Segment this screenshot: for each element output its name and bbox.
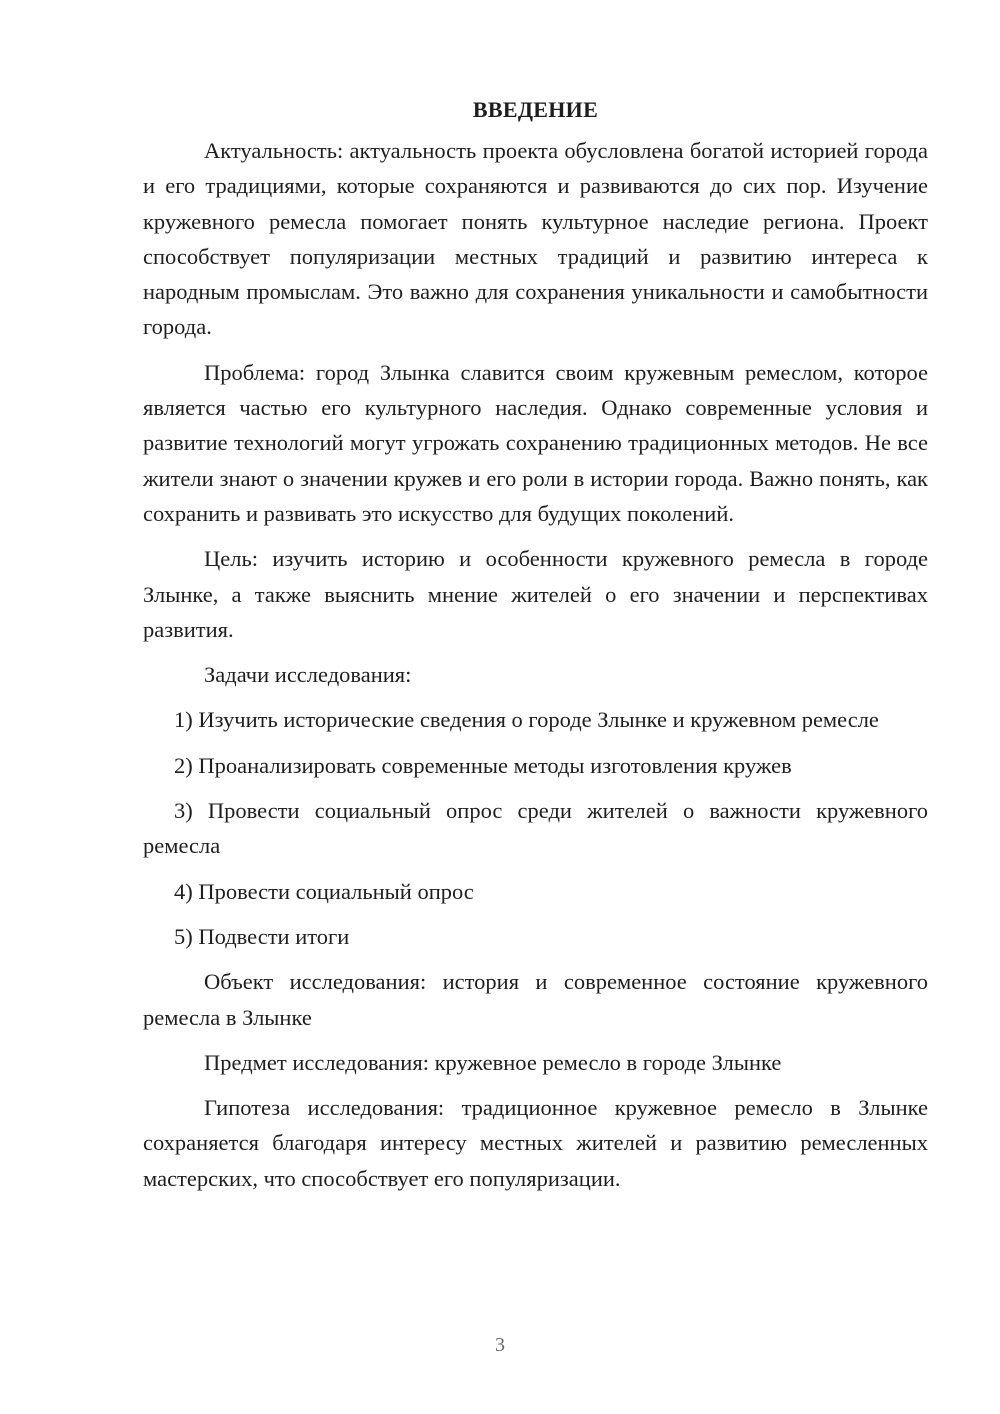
relevance-paragraph: Актуальность: актуальность проекта обусловлена богатой историей города и его традициями, которые сохраняются и развиваются до сих пор. Изучение кружевного ремесла помогает понять культурное наследие региона. Проект способствует популяризации местных традиций и развитию интереса к народным промыслам. Это важно для сохранения уникальности и самобытности города.: [143, 138, 928, 340]
subject-paragraph: Предмет исследования: кружевное ремесло в городе Злынке: [204, 1049, 782, 1075]
task-item-1: 1) Изучить исторические сведения о городе Злынке и кружевном ремесле: [174, 707, 879, 733]
page-number: 3: [495, 1334, 505, 1356]
page-title: ВВЕДЕНИЕ: [472, 97, 599, 122]
task-item-5: 5) Подвести итоги: [174, 923, 350, 949]
task-item-3: 3) Провести социальный опрос среди жителей о важности кружевного ремесла: [143, 798, 928, 859]
goal-paragraph: Цель: изучить историю и особенности кружевного ремесла в городе Злынке, а также выяснить мнение жителей о его значении и перспективах развития.: [143, 546, 928, 642]
hypothesis-paragraph: Гипотеза исследования: традиционное кружевное ремесло в Злынке сохраняется благодаря интересу местных жителей и развитию ремесленных мастерских, что способствует его популяризации.: [143, 1095, 928, 1191]
problem-paragraph: Проблема: город Злынка славится своим кружевным ремеслом, которое является частью его культурного наследия. Однако современные условия и развитие технологий могут угрожать сохранению традиционных методов. Не все жители знают о значении кружев и его роли в истории города. Важно понять, как сохранить и развивать это искусство для будущих поколений.: [143, 359, 928, 526]
task-item-4: 4) Провести социальный опрос: [174, 878, 474, 904]
page-content: [143, 92, 928, 1206]
task-item-2: 2) Проанализировать современные методы изготовления кружев: [174, 752, 792, 778]
tasks-heading: Задачи исследования:: [204, 662, 412, 688]
object-paragraph: Объект исследования: история и современное состояние кружевного ремесла в Злынке: [143, 969, 928, 1030]
